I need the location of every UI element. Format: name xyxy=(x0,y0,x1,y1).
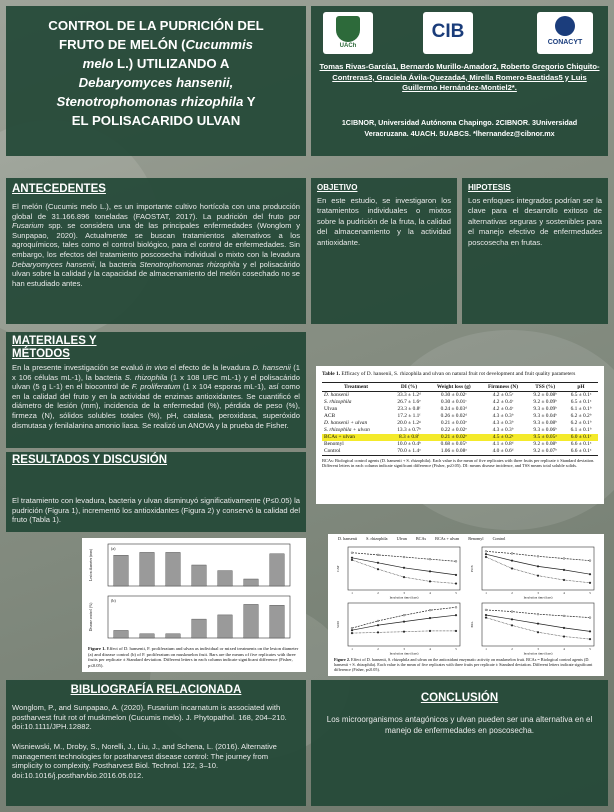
data-point xyxy=(377,620,379,622)
axis-label-y: Disease control (%) xyxy=(89,602,93,632)
tick-label-x: 4 xyxy=(429,647,431,651)
chart-bar xyxy=(218,571,233,586)
table-cell: 9.3 ± 0.06ᵇ xyxy=(533,427,557,434)
data-point xyxy=(403,621,405,623)
tick-label-x: 2 xyxy=(377,647,379,651)
title-line: CONTROL DE LA PUDRICIÓN DEL xyxy=(48,18,264,33)
chart-bar xyxy=(114,555,129,586)
resultados-panel xyxy=(6,452,306,494)
chart-bar xyxy=(140,634,155,638)
tick-label-x: 1 xyxy=(351,591,353,595)
chart-bar xyxy=(270,605,285,638)
data-point xyxy=(403,576,405,578)
table-cell: 6.6 ± 0.1ᵃ xyxy=(564,448,598,456)
data-point xyxy=(455,606,457,608)
table-cell: D. hansenii xyxy=(324,392,349,399)
logo-conacyt-label: CONACYT xyxy=(547,39,583,46)
table-cell: 6.2 ± 0.1ᵇ xyxy=(570,420,592,427)
data-point xyxy=(537,555,539,557)
data-point xyxy=(351,552,353,554)
series-line xyxy=(352,560,456,584)
data-point xyxy=(589,630,591,632)
data-point xyxy=(455,630,457,632)
data-point xyxy=(485,609,487,611)
legend-item: Ulvan xyxy=(396,536,407,541)
tick-label-x: 2 xyxy=(377,591,379,595)
legend-item: BCAs + ulvan xyxy=(435,536,460,541)
bibliografia-panel xyxy=(6,680,306,806)
table-cell: 9.2 ± 0.09ᵇ xyxy=(533,399,557,406)
data-point xyxy=(377,631,379,633)
objetivo-heading: OBJETIVO xyxy=(317,183,358,192)
data-point xyxy=(351,557,353,559)
table-header-cell: pH xyxy=(564,382,598,391)
tick-label-x: 3 xyxy=(537,647,539,651)
data-point xyxy=(511,568,513,570)
results-table xyxy=(322,382,598,456)
table-header-cell: TSS (%) xyxy=(526,382,564,391)
data-point xyxy=(403,567,405,569)
plot-frame xyxy=(482,547,594,590)
chart-bar xyxy=(244,579,259,586)
table-cell: ACB xyxy=(324,413,336,420)
data-point xyxy=(429,570,431,572)
logo-university-label: UACh xyxy=(339,43,357,49)
data-point xyxy=(511,624,513,626)
bibliografia-heading: BIBLIOGRAFÍA RELACIONADA xyxy=(70,684,242,696)
antecedentes-text: El melón (Cucumis melo L.), es un importante cultivo hortícola con una producción global de 31.166.896 toneladas (FAOSTAT, 2017). La pudrición del fruto por Fusarium spp. se considera una de las principales enfermedades (Wonglom y Sunpapao, 2020). Actualmente se buscan tratamientos alternativos a los agroquímicos, tales como el control biológico, para el control de enfermedades. Sin embargo, los efectos del tratamiento poscosecha individual o mixto con la levadura Debaryomyces hansenii, la bacteria Stenotrophomonas rhizophila y el polisacárido ulvan sobre la calidad y la capacidad de almacenamiento del melón cosechado no se han estudiado antes. xyxy=(12,202,300,288)
resultados-heading: RESULTADOS Y DISCUSIÓN xyxy=(12,454,168,466)
axis-label-x: Incubation time (days) xyxy=(389,651,419,655)
logo-cib-label: CIB xyxy=(431,21,465,42)
poster-title xyxy=(14,16,298,130)
resultados-text-panel xyxy=(6,494,306,532)
table-cell: 6.1 ± 0.1ᵇ xyxy=(570,406,592,413)
data-point xyxy=(429,630,431,632)
table-cell: 0.30 ± 0.02ᶜ xyxy=(440,392,467,399)
tick-label-x: 5 xyxy=(455,647,457,651)
tick-label-x: 2 xyxy=(511,647,513,651)
table-cell: 0.21 ± 0.02ᵉ xyxy=(428,434,480,441)
table-cell: 0.68 ± 0.05ᵇ xyxy=(440,441,467,448)
table-cell: Control xyxy=(322,448,390,456)
table-cell: 33.3 ± 1.2ᵈ xyxy=(397,392,421,399)
table-row xyxy=(322,441,598,448)
title-panel xyxy=(6,6,306,156)
table-cell: 26.7 ± 1.6ᵉ xyxy=(397,399,421,406)
table-cell: 1.06 ± 0.08ᵃ xyxy=(428,448,480,456)
materiales-heading-line1: MATERIALES Y xyxy=(12,335,97,347)
materiales-heading xyxy=(12,335,97,361)
shield-icon xyxy=(336,16,360,42)
table-cell: 9.2 ± 0.07ᵇ xyxy=(526,448,564,456)
data-point xyxy=(537,613,539,615)
data-point xyxy=(511,618,513,620)
chart-bar xyxy=(270,554,285,586)
chart-bar xyxy=(140,552,155,586)
conclusion-heading: CONCLUSIÓN xyxy=(420,692,499,704)
axis-label-y: Lesion diameter (mm) xyxy=(89,548,93,582)
objetivo-panel xyxy=(311,178,457,324)
tick-label-x: 4 xyxy=(563,647,565,651)
figure1-caption: Figure 1. Effect of D. hansenii, F. proliferatum and ulvan as individual or mixed treatments on the lesion diameter (a) and disease control (b) of F. proliferatum on muskmelon fruit. Bars are the means of five replicates with three fruits per replicate ± Standard deviation. Different letters in each column indicate significant difference (Fisher, p≤0.05). xyxy=(88,646,299,668)
title-line: EL POLISACARIDO ULVAN xyxy=(71,113,241,128)
data-point xyxy=(537,623,539,625)
hipotesis-panel xyxy=(462,178,608,324)
data-point xyxy=(429,617,431,619)
materiales-text: En la presente investigación se evaluó in vivo el efecto de la levadura D. hansenii (1 x 106 células mL-1), la bacteria S. rhizophila (1 x 108 UFC mL-1) y el polisacárido ulvan (5 g L-1) en el biocontrol de F. proliferatum (1 x 104 esporas mL-1), así como en la calidad del fruto y en la actividad de enzimas antioxidantes. Se cuantificó el diámetro de lesión (mm), incidencia de la enfermedad (%), pérdida de peso (%), firmeza (N), sólidos solubles totales (%), pH, catalasa, peroxidasa, superóxido dismutasa y fenilalanina amonio liasa. Se realizó un ANOVA y la prueba de Fisher. xyxy=(12,363,300,430)
data-point xyxy=(563,569,565,571)
series-line xyxy=(352,607,456,628)
series-line xyxy=(486,618,590,640)
data-point xyxy=(537,631,539,633)
table1-caption: Table 1. Efficacy of D. hansenii, S. rhizophila and ulvan on natural fruit rot development and fruit quality parameters xyxy=(322,371,576,377)
table-cell: 4.2 ± 0.4ᶜ xyxy=(492,399,514,406)
table1-footnote: BCAs: Biological control agents (D. hansenii + S. rhizophila). Each value is the mean of five replicates with three fruits per replicate ± Standard deviation. Different letters in each column indicate significant difference (Fisher, p≤0.05). DI: means disease incidence, and TSS means total soluble solids. xyxy=(322,457,595,468)
data-point xyxy=(455,614,457,616)
table-row xyxy=(322,391,598,399)
data-point xyxy=(377,568,379,570)
data-point xyxy=(589,638,591,640)
table-cell: 9.3 ± 0.08ᵇ xyxy=(533,420,557,427)
figure2b-chart xyxy=(468,544,598,599)
table-cell: 9.3 ± 0.04ᵇ xyxy=(533,413,557,420)
table-header-cell: DI (%) xyxy=(390,382,428,391)
data-point xyxy=(511,553,513,555)
table-cell: 10.0 ± 0.4ʰ xyxy=(397,441,421,448)
axis-label-x: Incubation time (days) xyxy=(389,595,419,599)
data-point xyxy=(563,636,565,638)
table-row xyxy=(322,399,598,406)
data-point xyxy=(351,632,353,634)
table-row xyxy=(322,406,598,413)
table-row xyxy=(322,420,598,427)
data-point xyxy=(429,609,431,611)
table-row xyxy=(322,434,598,441)
table-cell: 23.3 ± 0.8ᶠ xyxy=(397,406,421,413)
table-cell: 20.0 ± 1.2ᵍ xyxy=(397,420,421,427)
figure1a-chart xyxy=(86,540,296,592)
author-list: Tomas Rivas-García1, Bernardo Murillo-Amador2, Roberto Gregorio Chiquito-Contreras3, Graciela Ávila-Quezada4, Mirella Romero-Bastidas5 y Luis Guillermo Hernández-Montiel2*. xyxy=(319,62,600,92)
table-cell: 0.22 ± 0.02ᵉ xyxy=(440,427,467,434)
conclusion-text: Los microorganismos antagónicos y ulvan pueden ser una alternativa en el manejo de enfermedades en poscosecha. xyxy=(326,715,593,735)
tick-label-x: 1 xyxy=(351,647,353,651)
legend-item: Control xyxy=(492,536,506,541)
table-cell: 4.0 ± 0.6ᵈ xyxy=(480,448,527,456)
data-point xyxy=(485,556,487,558)
legend-item: BCAs xyxy=(415,536,427,541)
table-cell: 4.3 ± 0.3ᵇ xyxy=(492,420,514,427)
data-point xyxy=(485,550,487,552)
series-line xyxy=(486,557,590,583)
table-cell: Benomyl xyxy=(324,441,344,448)
axis-label-y: SOD xyxy=(336,621,340,628)
table-cell: 9.2 ± 0.08ᵇ xyxy=(533,392,557,399)
data-point xyxy=(403,614,405,616)
data-point xyxy=(351,559,353,561)
table-cell: 4.1 ± 0.8ᵈ xyxy=(492,441,514,448)
title-line: Debaryomyces hansenii, xyxy=(78,75,234,90)
table-cell: 4.2 ± 0.5ᶜ xyxy=(492,392,514,399)
table-cell: 70.0 ± 1.4ᵃ xyxy=(390,448,428,456)
axis-label-x: Incubation time (days) xyxy=(523,595,553,599)
tick-label-x: 5 xyxy=(589,647,591,651)
figure1-card xyxy=(82,538,306,672)
reference-item: Wonglom, P., and Sunpapao, A. (2020). Fusarium incarnatum is associated with postharvest fruit rot of muskmelon (Cucumis melo). J. Phytopathol. 168, 204–210. doi:10.1111/JPH.12882. xyxy=(12,703,287,732)
table-cell: 0.21 ± 0.03ᵉ xyxy=(440,420,467,427)
axis-label-y: CAT xyxy=(336,565,340,572)
data-point xyxy=(351,627,353,629)
data-point xyxy=(511,560,513,562)
data-point xyxy=(563,558,565,560)
data-point xyxy=(563,627,565,629)
data-point xyxy=(455,574,457,576)
axis-label-y: POX xyxy=(470,565,474,572)
table-cell: BCAs + ulvan xyxy=(322,434,390,441)
tick-label-x: 1 xyxy=(485,647,487,651)
legend-item: Benomyl xyxy=(468,536,484,541)
data-point xyxy=(351,629,353,631)
legend-item: S. rhizophila xyxy=(366,536,388,541)
table-row xyxy=(322,448,598,456)
resultados-text: El tratamiento con levadura, bacteria y ulvan disminuyó significativamente (P≤0.05) la pudrición (Figura 1), incrementó los antioxidantes (Figura 2) y conservó la calidad del fruto (Tabla 1). xyxy=(12,496,300,525)
table-cell: 9.3 ± 0.09ᵇ xyxy=(533,406,557,413)
materiales-panel xyxy=(6,332,306,448)
figure2a-chart xyxy=(334,544,464,599)
objetivo-text: En este estudio, se investigaron los tratamientos individuales o mixtos sobre la pudrición de la fruta, la calidad del almacenamiento y la actividad antioxidante. xyxy=(317,196,451,247)
tick-label-x: 2 xyxy=(511,591,513,595)
hipotesis-text: Los enfoques integrados podrían ser la clave para el desarrollo exitoso de alternativas seguras y sostenibles para el manejo efectivo de enfermedades poscosecha en frutas. xyxy=(468,196,602,247)
table-cell: 8.3 ± 0.8ⁱ xyxy=(390,434,428,441)
data-point xyxy=(537,575,539,577)
materiales-heading-line2: MÉTODOS xyxy=(12,348,70,360)
table-cell: 9.5 ± 0.05ᵃ xyxy=(526,434,564,441)
data-point xyxy=(589,560,591,562)
chart-bar xyxy=(244,604,259,638)
table-cell: 6.0 ± 0.1ᶜ xyxy=(564,434,598,441)
figure1b-chart xyxy=(86,592,296,644)
figure2-card xyxy=(328,534,604,676)
title-line: melo L.) UTILIZANDO A xyxy=(82,56,230,71)
table-cell: S. rhizophila + ulvan xyxy=(324,427,370,434)
data-point xyxy=(589,617,591,619)
tick-label-x: 4 xyxy=(429,591,431,595)
data-point xyxy=(377,562,379,564)
axis-label-y: PAL xyxy=(470,621,474,628)
globe-icon xyxy=(555,16,575,36)
panel-label: (b) xyxy=(111,598,116,603)
data-point xyxy=(537,565,539,567)
figure2d-chart xyxy=(468,600,598,655)
data-point xyxy=(589,582,591,584)
table-cell: 17.2 ± 1.1ᶠ xyxy=(397,413,421,420)
data-point xyxy=(563,579,565,581)
figure2c-chart xyxy=(334,600,464,655)
table-cell: 4.5 ± 0.2ᵃ xyxy=(480,434,527,441)
title-line: Stenotrophomonas rhizophila Y xyxy=(56,94,256,109)
table-cell: 0.30 ± 0.01ᶜ xyxy=(440,399,467,406)
data-point xyxy=(485,553,487,555)
data-point xyxy=(485,614,487,616)
data-point xyxy=(377,554,379,556)
table-cell: 4.3 ± 0.3ᵇ xyxy=(492,413,514,420)
chart-bar xyxy=(218,615,233,638)
data-point xyxy=(455,560,457,562)
chart-bar xyxy=(192,565,207,586)
logo-university xyxy=(323,12,373,54)
data-point xyxy=(511,611,513,613)
logo-cib xyxy=(423,12,473,54)
table-row xyxy=(322,427,598,434)
data-point xyxy=(403,631,405,633)
table-cell: 4.3 ± 0.3ᵇ xyxy=(492,427,514,434)
figure2-caption: Figure 2. Effect of D. hansenii, S. rhizophila and ulvan on the antioxidant enzymatic activity on muskmelon fruit. BCAs = Biological control agents (D. hansenii + S. rhizophila). Each value is the mean of five replicates with three fruits per replicate ± Standard deviation. Different letters indicate significant difference (Fisher, p≤0.05). xyxy=(334,657,593,672)
tick-label-x: 5 xyxy=(589,591,591,595)
tick-label-x: 1 xyxy=(485,591,487,595)
data-point xyxy=(485,617,487,619)
data-point xyxy=(403,556,405,558)
data-point xyxy=(589,573,591,575)
table-cell: 4.2 ± 0.4ᶜ xyxy=(492,406,514,413)
table-cell: 0.26 ± 0.02ᵈ xyxy=(440,413,467,420)
chart-bar xyxy=(166,634,181,638)
reference-item: Wisniewski, M., Droby, S., Norelli, J., Liu, J., and Schena, L. (2016). Alternative management technologies for postharvest disease control: The journey from simplicity to complexity. Postharvest Biol. Technol. 122, 3–10. doi:10.1016/j.postharvbio.2016.05.012. xyxy=(12,742,277,780)
authors-panel xyxy=(311,6,608,156)
table-cell: Ulvan xyxy=(324,406,338,413)
hipotesis-heading: HIPOTESIS xyxy=(468,183,511,192)
conclusion-panel xyxy=(311,680,608,806)
table-cell: D. hansenii + ulvan xyxy=(324,420,368,427)
table-cell: 6.6 ± 0.1ᵃ xyxy=(570,441,592,448)
chart-bar xyxy=(192,619,207,638)
legend-item: D. hansenii xyxy=(338,536,358,541)
data-point xyxy=(429,581,431,583)
tick-label-x: 4 xyxy=(563,591,565,595)
data-point xyxy=(455,583,457,585)
table-cell: 6.5 ± 0.1ᵃ xyxy=(570,399,592,406)
table-header-cell: Weight loss (g) xyxy=(428,382,480,391)
panel-label: (a) xyxy=(111,546,116,551)
table-cell: 0.24 ± 0.03ᵈ xyxy=(440,406,467,413)
tick-label-x: 5 xyxy=(455,591,457,595)
logo-conacyt xyxy=(537,12,593,54)
axis-label-x: Incubation time (days) xyxy=(523,651,553,655)
title-line: FRUTO DE MELÓN (Cucummis xyxy=(59,37,253,52)
data-point xyxy=(377,624,379,626)
chart-bar xyxy=(166,552,181,586)
table-header-cell: Treatment xyxy=(322,382,390,391)
tick-label-x: 3 xyxy=(537,591,539,595)
tick-label-x: 3 xyxy=(403,591,405,595)
figure2-legend xyxy=(338,536,596,544)
table1-card xyxy=(316,366,604,504)
table-cell: 9.2 ± 0.08ᵇ xyxy=(533,441,557,448)
data-point xyxy=(429,558,431,560)
table-cell: 6.2 ± 0.2ᵇ xyxy=(570,413,592,420)
antecedentes-heading: ANTECEDENTES xyxy=(12,183,106,195)
antecedentes-panel xyxy=(6,178,306,324)
table-row xyxy=(322,413,598,420)
table-cell: 6.5 ± 0.1ᵃ xyxy=(570,392,592,399)
table-cell: 6.1 ± 0.1ᵇ xyxy=(570,427,592,434)
table-header-cell: Firmness (N) xyxy=(480,382,527,391)
data-point xyxy=(563,615,565,617)
table-cell: 13.3 ± 0.7ʰ xyxy=(397,427,421,434)
affiliation-list: 1CIBNOR, Universidad Autónoma Chapingo. 2CIBNOR. 3Universidad Veracruzana. 4UACH. 5UABCS. *lhernandez@cibnor.mx xyxy=(341,118,578,138)
tick-label-x: 3 xyxy=(403,647,405,651)
table-cell: S. rhizophila xyxy=(324,399,352,406)
chart-bar xyxy=(114,630,129,638)
